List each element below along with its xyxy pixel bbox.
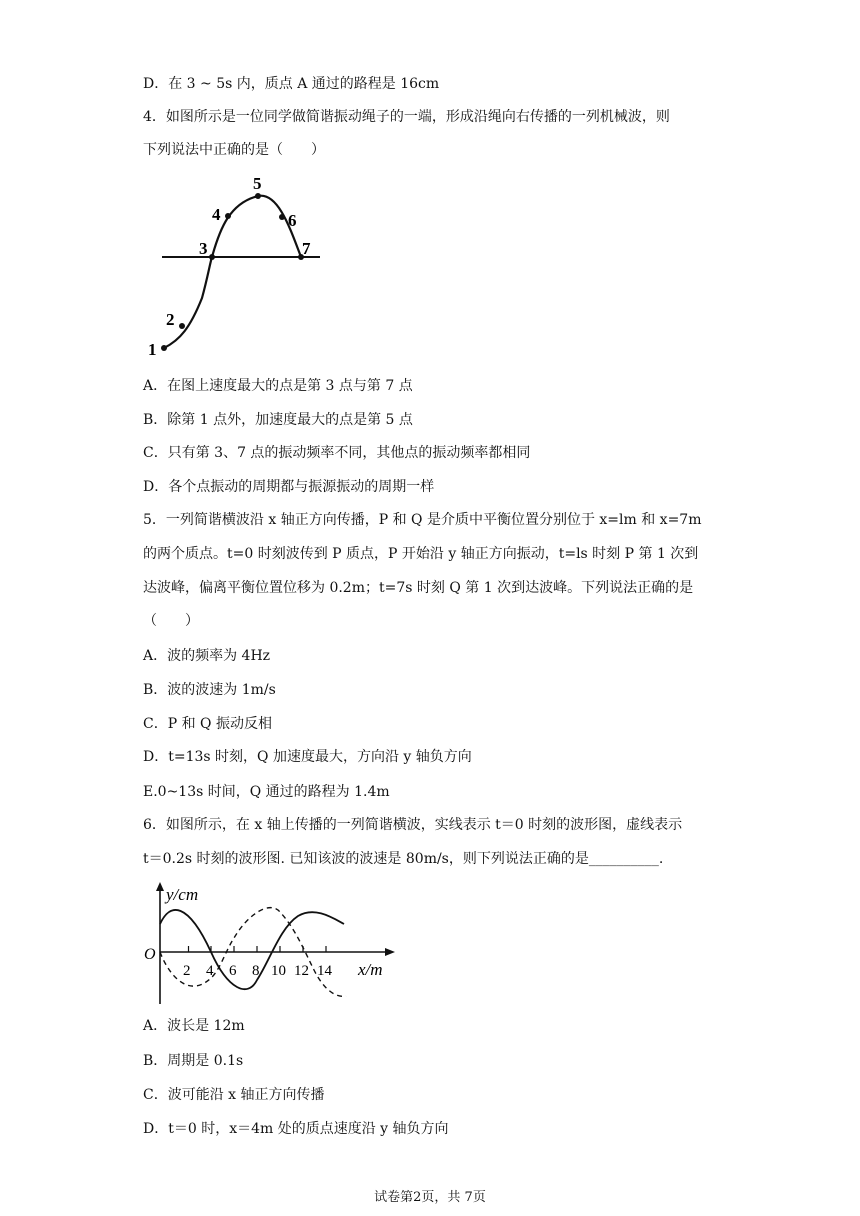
- q4-point-label: 7: [302, 239, 311, 258]
- q6-x-tick-label: 14: [317, 963, 332, 979]
- q6-wave-graph: [140, 880, 400, 1010]
- q6-y-axis-arrow: [156, 882, 164, 891]
- q4-point-3-dot: [209, 254, 215, 260]
- q4-stem-line-1: 4．如图所示是一位同学做简谐振动绳子的一端，形成沿绳向右传播的一列机械波，则: [143, 109, 670, 125]
- q5-stem-line-3: 达波峰，偏离平衡位置位移为 0.2m；t=7s 时刻 Q 第 1 次到达波峰。下列说法正确的是: [143, 580, 694, 596]
- q5-option-d: D．t=13s 时刻，Q 加速度最大，方向沿 y 轴负方向: [143, 749, 472, 765]
- q5-option-a: A．波的频率为 4Hz: [143, 648, 271, 664]
- q6-x-tick-label: 12: [294, 963, 309, 979]
- q6-origin-label: O: [144, 946, 156, 963]
- q4-option-a: A．在图上速度最大的点是第 3 点与第 7 点: [143, 378, 413, 394]
- q6-x-tick-label: 10: [271, 963, 286, 979]
- q4-option-b: B．除第 1 点外，加速度最大的点是第 5 点: [143, 412, 413, 428]
- q6-x-tick-label: 2: [183, 963, 191, 979]
- q4-point-5-dot: [255, 193, 261, 199]
- q4-rope-wave-figure: [140, 168, 340, 363]
- q4-option-c: C．只有第 3、7 点的振动频率不同，其他点的振动频率都相同: [143, 445, 531, 461]
- page-footer: 试卷第2页，共 7页: [374, 1190, 486, 1205]
- q6-x-axis-label: x/m: [358, 960, 383, 979]
- q4-point-6-dot: [279, 214, 285, 220]
- q5-stem-line-4: （ ）: [143, 613, 199, 629]
- q4-point-2-dot: [179, 323, 185, 329]
- q4-point-4-dot: [225, 213, 231, 219]
- q6-option-a: A．波长是 12m: [143, 1018, 245, 1034]
- q6-x-axis-arrow: [385, 948, 395, 956]
- q6-stem-line-2: t＝0.2s 时刻的波形图. 已知该波的波速是 80m/s，则下列说法正确的是__________.: [143, 851, 664, 867]
- q5-stem-line-1: 5．一列简谐横波沿 x 轴正方向传播，P 和 Q 是介质中平衡位置分别位于 x=lm 和 x=7m: [143, 512, 702, 528]
- q4-point-label: 5: [253, 174, 262, 193]
- q6-option-b: B．周期是 0.1s: [143, 1053, 244, 1069]
- q4-stem-line-2: 下列说法中正确的是（ ）: [143, 142, 325, 158]
- q4-point-label: 1: [148, 340, 157, 359]
- q5-stem-line-2: 的两个质点。t=0 时刻波传到 P 质点，P 开始沿 y 轴正方向振动，t=ls 时刻 P 第 1 次到: [143, 546, 699, 562]
- q4-point-label: 4: [212, 205, 221, 224]
- q4-point-1-dot: [161, 345, 167, 351]
- q4-option-d: D．各个点振动的周期都与振源振动的周期一样: [143, 479, 435, 495]
- q6-y-axis-label: y/cm: [166, 885, 199, 904]
- q5-option-b: B．波的波速为 1m/s: [143, 682, 276, 698]
- q6-option-d: D．t＝0 时，x＝4m 处的质点速度沿 y 轴负方向: [143, 1121, 449, 1137]
- q6-option-c: C．波可能沿 x 轴正方向传播: [143, 1087, 325, 1103]
- q6-x-tick-label: 6: [229, 963, 237, 979]
- q5-option-e: E.0~13s 时间，Q 通过的路程为 1.4m: [143, 784, 390, 800]
- q4-point-label: 2: [166, 310, 175, 329]
- q3-option-d: D．在 3 ~ 5s 内，质点 A 通过的路程是 16cm: [143, 76, 440, 92]
- q6-x-tick-label: 8: [252, 963, 260, 979]
- q4-point-label: 6: [288, 211, 297, 230]
- q5-option-c: C．P 和 Q 振动反相: [143, 716, 272, 732]
- q6-stem-line-1: 6．如图所示，在 x 轴上传播的一列简谐横波，实线表示 t＝0 时刻的波形图，虚线表示: [143, 817, 683, 833]
- q6-x-tick-label: 4: [206, 963, 214, 979]
- q4-point-label: 3: [199, 239, 208, 258]
